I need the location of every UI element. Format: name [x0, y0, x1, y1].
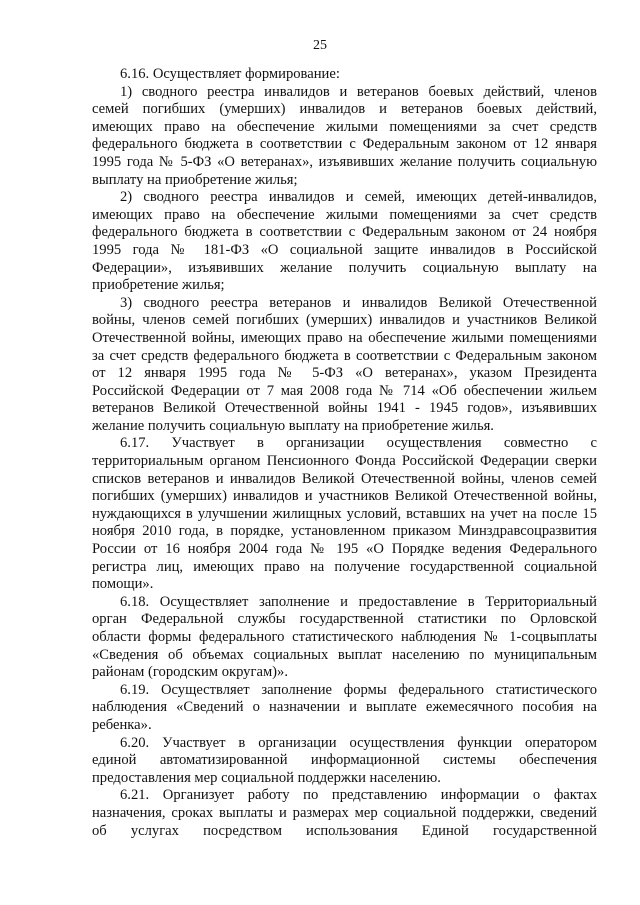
text-line: предоставления мер социальной поддержки населению.: [92, 769, 441, 786]
text-line: Отечественной войны, имеющих право на обеспечение жилыми помещениями: [92, 329, 597, 346]
text-line: регистра лиц, имеющих право на получение государственной социальной: [92, 558, 597, 575]
text-line: об услугах посредством использования Единой государственной: [92, 822, 597, 839]
text-line: 1995 года № 5-ФЗ «О ветеранах», изъявивших желание получить социальную: [92, 153, 597, 170]
text-line: списков ветеранов и инвалидов Великой Отечественной войны, членов семей: [92, 470, 597, 487]
text-line: ноября 2010 года, в порядке, установленном приказом Минздравсоцразвития: [92, 523, 597, 540]
text-line: нуждающихся в улучшении жилищных условий, вставших на учет на после 15: [92, 505, 597, 522]
text-line: 6.18. Осуществляет заполнение и предоставление в Территориальный: [120, 593, 597, 610]
document-body: [92, 66, 597, 840]
text-line: погибших (умерших) инвалидов и участников Великой Отечественной войны,: [92, 488, 597, 505]
text-line: Российской Федерации от 7 мая 2008 года № 714 «Об обеспечении жильем: [92, 382, 597, 399]
text-line: федерального бюджета в соответствии с Федеральным законом от 12 января: [92, 136, 597, 153]
text-line: наблюдения «Сведений о назначении и выплате ежемесячного пособия на: [92, 699, 597, 716]
text-line: ребенка».: [92, 716, 152, 733]
text-line: 6.21. Организует работу по представлению информации о фактах: [120, 787, 597, 804]
text-line: России от 16 ноября 2004 года № 195 «О Порядке ведения Федерального: [92, 541, 597, 558]
text-line: 1995 года № 181-ФЗ «О социальной защите инвалидов в Российской: [92, 241, 597, 258]
text-line: федерального бюджета в соответствии с Федеральным законом от 24 ноября: [92, 224, 597, 241]
text-line: 6.17. Участвует в организации осуществления совместно с: [120, 435, 597, 452]
text-line: от 12 января 1995 года № 5-ФЗ «О ветеранах», указом Президента: [92, 365, 597, 382]
text-line: орган Федеральной службы государственной статистики по Орловской: [92, 611, 597, 628]
text-line: приобретение жилья;: [92, 277, 225, 294]
text-line: выплату на приобретение жилья;: [92, 171, 298, 188]
text-line: войны, членов семей погибших (умерших) инвалидов и участников Великой: [92, 312, 597, 329]
text-line: 2) сводного реестра инвалидов и семей, имеющих детей-инвалидов,: [120, 189, 597, 206]
text-line: назначения, сроках выплаты и размерах мер социальной поддержки, сведений: [92, 804, 597, 821]
text-line: «Сведения об объемах социальных выплат населению по муниципальным: [92, 646, 597, 663]
text-line: районам (городским округам)».: [92, 664, 288, 681]
text-line: Федерации», изъявивших желание получить социальную выплату на: [92, 259, 597, 276]
text-line: 3) сводного реестра ветеранов и инвалидов Великой Отечественной: [120, 294, 597, 311]
page-number: 25: [313, 38, 327, 53]
text-line: 6.20. Участвует в организации осуществления функции оператором: [120, 734, 597, 751]
text-line: семей погибших (умерших) инвалидов и ветеранов боевых действий,: [92, 101, 597, 118]
text-line: территориальным органом Пенсионного Фонда Российской Федерации сверки: [92, 453, 597, 470]
text-line: за счет средств федерального бюджета в соответствии с Федеральным законом: [92, 347, 597, 364]
text-line: 1) сводного реестра инвалидов и ветеранов боевых действий, членов: [120, 83, 597, 100]
text-line: 6.16. Осуществляет формирование:: [120, 66, 340, 82]
text-line: единой автоматизированной информационной системы обеспечения: [92, 752, 597, 769]
text-line: имеющих право на обеспечение жилыми помещениями за счет средств: [92, 206, 597, 223]
text-line: помощи».: [92, 576, 154, 593]
text-line: желание получить социальную выплату на приобретение жилья.: [92, 417, 494, 434]
text-line: ветеранов Великой Отечественной войны 1941 - 1945 годов», изъявивших: [92, 400, 597, 417]
text-line: 6.19. Осуществляет заполнение формы федерального статистического: [120, 681, 597, 698]
text-line: области формы федерального статистического наблюдения № 1-соцвыплаты: [92, 629, 597, 645]
text-line: имеющих право на обеспечение жилыми помещениями за счет средств: [92, 118, 597, 135]
